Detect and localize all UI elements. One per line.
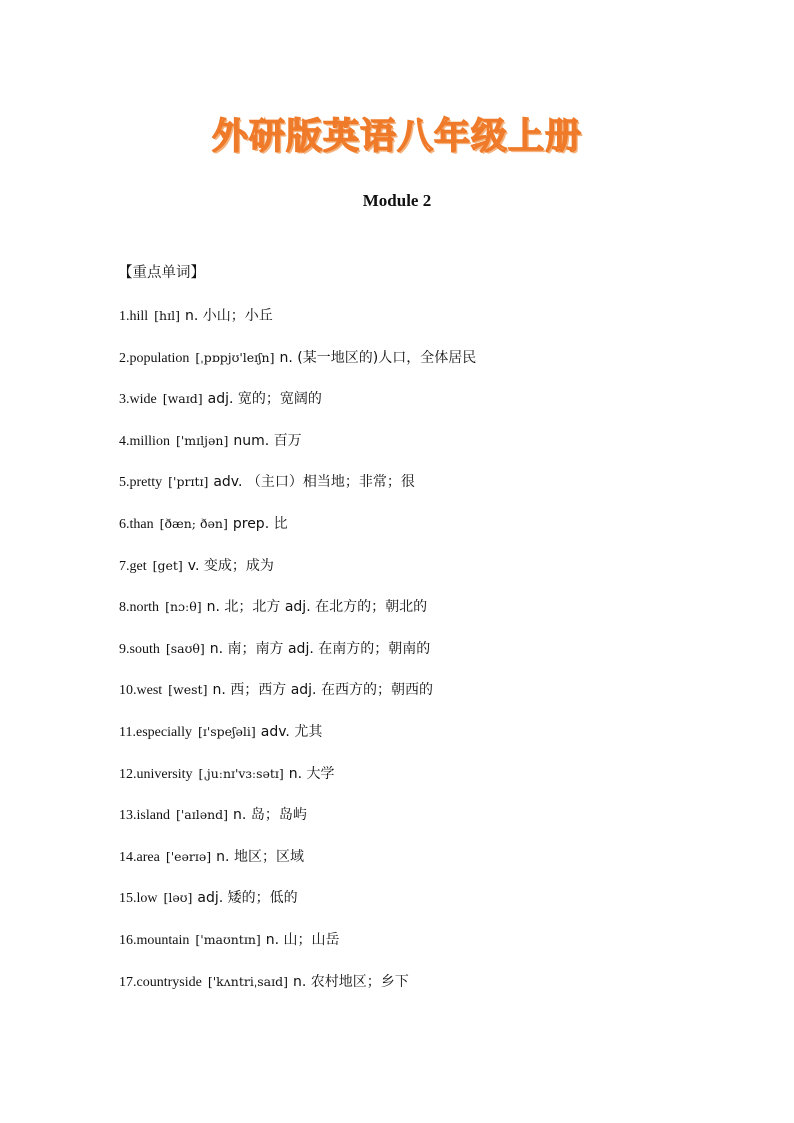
vocab-item [119, 886, 476, 928]
vocab-meaning: n. 山；山岳 [265, 931, 340, 948]
vocab-phonetic: [nɔːθ] [165, 599, 202, 615]
vocab-item [119, 803, 476, 845]
vocab-item [119, 678, 476, 720]
vocab-item [119, 304, 476, 346]
vocab-phonetic: ['maʊntɪn] [195, 931, 261, 947]
vocab-item [119, 595, 476, 637]
vocab-phonetic: [hɪl] [154, 308, 180, 323]
vocab-item [119, 470, 476, 512]
vocab-meaning: n. 南；南方 adj. 在南方的；朝南的 [209, 640, 431, 657]
vocab-word: 17.countryside [119, 974, 202, 990]
vocab-meaning: n. (某一地区的)人口，全体居民 [279, 349, 477, 366]
vocab-phonetic: ['mɪljən] [175, 432, 229, 448]
vocab-phonetic: [ləʊ] [163, 890, 193, 906]
vocab-word: 16.mountain [119, 932, 190, 948]
vocab-phonetic: [ˌpɒpjʊ'leɪʃn] [195, 349, 275, 365]
vocab-meaning: prep. 比 [232, 515, 288, 532]
vocab-list [119, 304, 476, 1011]
vocab-phonetic: ['prɪtɪ] [168, 474, 209, 490]
vocab-meaning: n. 西；西方 adj. 在西方的；朝西的 [212, 682, 433, 699]
vocab-item [119, 346, 476, 388]
page-title: 外研版英语八年级上册 [211, 116, 582, 157]
vocab-phonetic: ['eərɪə] [165, 848, 212, 864]
vocab-word: 7.get [119, 558, 147, 574]
vocab-meaning: adv. 尤其 [260, 723, 323, 740]
vocab-meaning: n. 农村地区；乡下 [293, 973, 409, 990]
vocab-phonetic: [waɪd] [162, 391, 203, 407]
vocab-item [119, 762, 476, 804]
vocab-word: 8.north [119, 600, 160, 616]
vocab-meaning: adv. （主口）相当地；非常；很 [213, 474, 415, 491]
vocab-item [119, 429, 476, 471]
vocab-word: 6.than [119, 516, 154, 532]
vocab-phonetic: [ðæn; ðən] [159, 515, 228, 531]
vocab-meaning: n. 小山；小丘 [184, 308, 273, 324]
vocab-word: 10.west [119, 683, 163, 699]
vocab-meaning: v. 变成；成为 [187, 557, 274, 574]
vocab-meaning: adj. 矮的；低的 [197, 890, 298, 907]
vocab-meaning: n. 大学 [288, 765, 335, 782]
vocab-meaning: adj. 宽的；宽阔的 [207, 391, 322, 408]
vocab-word: 4.million [119, 433, 170, 449]
vocab-item [119, 554, 476, 596]
vocab-phonetic: [ˌjuːnɪ'vɜːsətɪ] [198, 765, 284, 781]
vocab-item [119, 970, 476, 1012]
vocab-item [119, 512, 476, 554]
vocab-item [119, 637, 476, 679]
vocab-word: 12.university [119, 766, 193, 782]
vocab-word: 5.pretty [119, 475, 163, 491]
vocab-phonetic: [get] [152, 557, 183, 573]
vocab-item [119, 928, 476, 970]
vocab-meaning: n. 地区；区域 [216, 848, 304, 865]
vocab-word: 2.population [119, 350, 190, 366]
vocab-item [119, 720, 476, 762]
vocab-meaning: num. 百万 [233, 432, 302, 449]
vocab-meaning: n. 北；北方 adj. 在北方的；朝北的 [206, 599, 428, 616]
vocab-phonetic: [west] [168, 682, 208, 698]
module-heading: Module 2 [362, 191, 432, 210]
vocab-phonetic: [ɪ'speʃəli] [197, 723, 256, 739]
vocab-word: 13.island [119, 808, 170, 824]
vocab-word: 11.especially [119, 724, 192, 740]
vocab-word: 9.south [119, 641, 160, 657]
vocab-word: 15.low [119, 891, 158, 907]
vocab-phonetic: ['aɪlənd] [175, 807, 229, 823]
vocab-word: 1.hill [119, 309, 149, 324]
vocab-item [119, 845, 476, 887]
vocab-phonetic: ['kʌntriˌsaɪd] [207, 973, 289, 989]
vocab-word: 14.area [119, 849, 160, 865]
vocab-meaning: n. 岛；岛屿 [233, 807, 307, 824]
vocab-phonetic: [saʊθ] [165, 640, 205, 656]
vocab-word: 3.wide [119, 392, 157, 408]
vocab-item [119, 387, 476, 429]
section-label: 【重点单词】 [118, 265, 205, 281]
